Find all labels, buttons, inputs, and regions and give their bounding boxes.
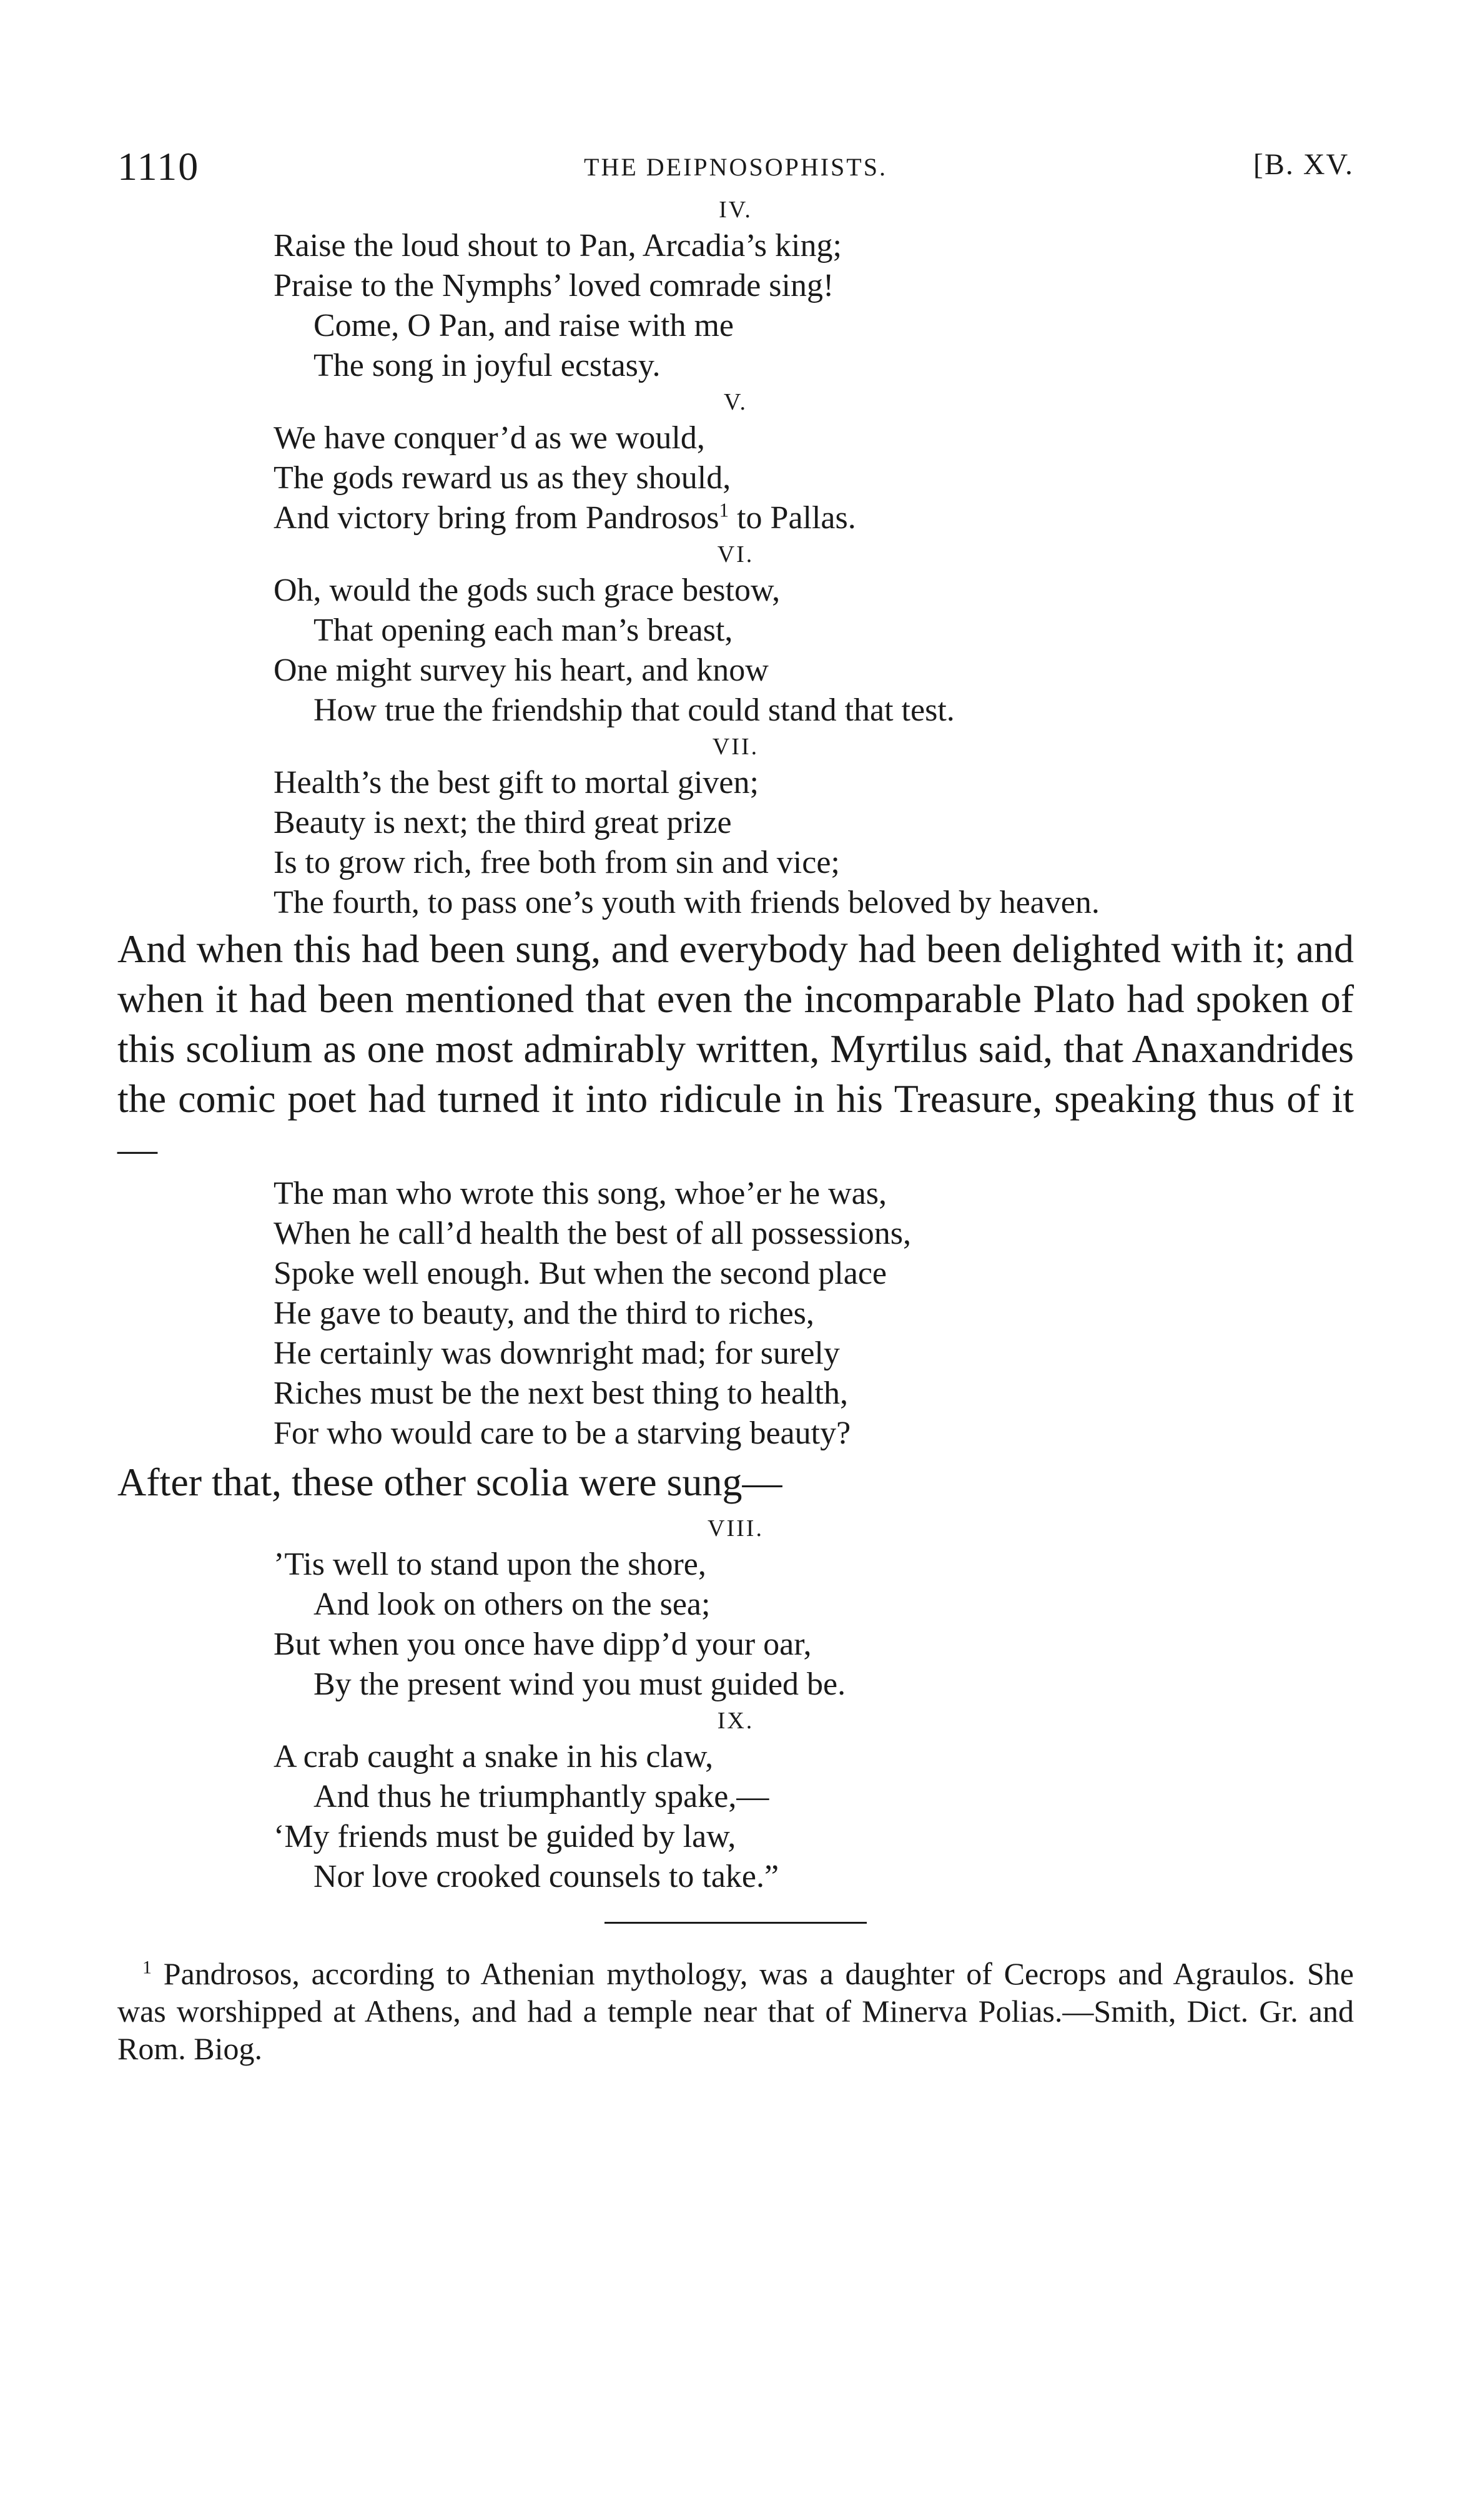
verse-line: The gods reward us as they should, <box>274 460 731 496</box>
verse-line: ’Tis well to stand upon the shore, <box>274 1547 706 1582</box>
verse-line: Praise to the Nymphs’ loved comrade sing! <box>274 268 834 303</box>
book-reference: [B. XV. <box>1253 148 1354 181</box>
book-page <box>117 144 1354 2099</box>
prose-paragraph: And when this had been sung, and everybody had been delighted with it; and when it had been mentioned that even the incomparable Plato had spoken of this scolium as one most admirably written, Myrtilus said, that Anaxandrides the comic poet had turned it into ridicule in his Treasure, speaking thus of it— <box>117 927 1354 1171</box>
verse-line: How true the friendship that could stand that test. <box>313 692 955 728</box>
verse-line: And look on others on the sea; <box>313 1587 711 1622</box>
verse-line: When he call’d health the best of all possessions, <box>274 1216 911 1251</box>
verse-line: He gave to beauty, and the third to riches, <box>274 1296 814 1331</box>
verse-line: Nor love crooked counsels to take.” <box>313 1859 779 1894</box>
verse-line: Health’s the best gift to mortal given; <box>274 765 759 800</box>
verse-line: And thus he triumphantly spake,— <box>313 1779 769 1814</box>
verse-line: That opening each man’s breast, <box>313 613 733 648</box>
scolium-numeral: IV. <box>719 197 752 223</box>
page-header <box>117 144 1354 194</box>
scolium-v <box>274 418 1354 538</box>
verse-line: ‘My friends must be guided by law, <box>274 1819 736 1854</box>
verse-line: By the present wind you must guided be. <box>313 1666 846 1702</box>
scolium-numeral: VII. <box>712 734 759 760</box>
verse-line: But when you once have dipp’d your oar, <box>274 1627 812 1662</box>
scolium-iv <box>274 226 1354 386</box>
scolium-viii <box>274 1545 1354 1705</box>
verse-line: The man who wrote this song, whoe’er he was, <box>274 1176 887 1211</box>
scolium-ix <box>274 1737 1354 1897</box>
verse-line: Beauty is next; the third great prize <box>274 805 732 840</box>
verse-line: Oh, would the gods such grace bestow, <box>274 573 781 608</box>
verse-line: Is to grow rich, free both from sin and vice; <box>274 845 840 880</box>
footnote-text: Pandrosos, according to Athenian mythology, was a daughter of Cecrops and Agraulos. She was worshipped at Athens, and had a temple near that of Minerva Polias.—Smith, Dict. Gr. and Rom. Biog. <box>117 1956 1354 2066</box>
scolium-numeral: VIII. <box>708 1515 764 1542</box>
verse-line-end: to Pallas. <box>737 500 856 536</box>
verse-line: A crab caught a snake in his claw, <box>274 1739 714 1774</box>
scolium-vii <box>274 763 1354 923</box>
verse-line: One might survey his heart, and know <box>274 652 769 688</box>
prose-paragraph: After that, these other scolia were sung— <box>117 1460 782 1504</box>
page-number: 1110 <box>117 144 200 189</box>
verse-line-start: And victory bring from Pandrosos <box>274 500 719 536</box>
anaxandrides-quotation <box>274 1174 1354 1454</box>
verse-line: Come, O Pan, and raise with me <box>313 308 734 343</box>
verse-line: Raise the loud shout to Pan, Arcadia’s king; <box>274 228 842 263</box>
verse-line: We have conquer’d as we would, <box>274 420 705 456</box>
scolium-vi <box>274 571 1354 731</box>
scolium-numeral: VI. <box>717 541 754 568</box>
scolium-numeral: IX. <box>717 1708 754 1734</box>
footnote-number: 1 <box>142 1957 152 1978</box>
footnote <box>117 1955 1354 2067</box>
footnote-divider <box>604 1922 867 1924</box>
verse-line: The fourth, to pass one’s youth with friends beloved by heaven. <box>274 885 1100 920</box>
verse-line: He certainly was downright mad; for surely <box>274 1336 840 1371</box>
verse-line: The song in joyful ecstasy. <box>313 348 661 383</box>
footnote-marker: 1 <box>719 499 729 521</box>
scolium-numeral: V. <box>723 389 748 415</box>
running-title: THE DEIPNOSOPHISTS. <box>584 153 887 181</box>
verse-line: For who would care to be a starving beauty? <box>274 1415 851 1451</box>
verse-line <box>274 498 1354 538</box>
verse-line: Spoke well enough. But when the second place <box>274 1256 887 1291</box>
verse-line: Riches must be the next best thing to health, <box>274 1376 848 1411</box>
